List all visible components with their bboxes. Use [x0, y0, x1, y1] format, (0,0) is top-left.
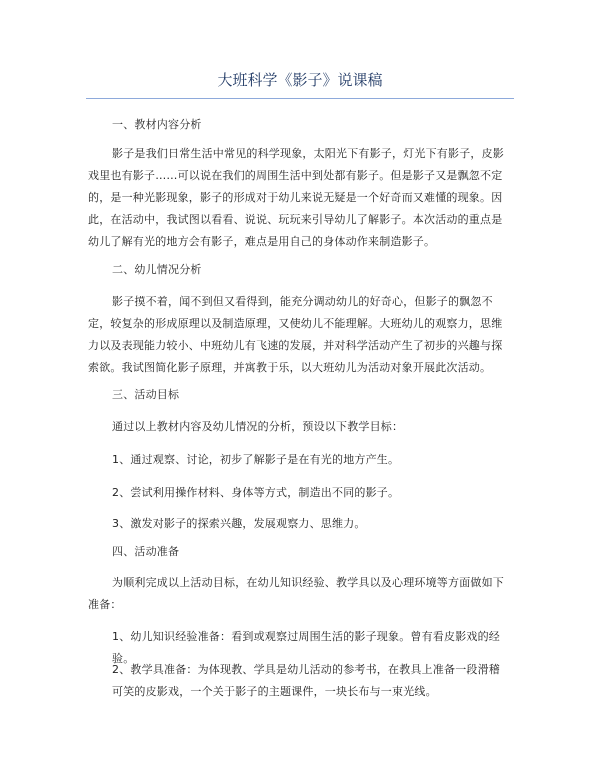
- prep-item-1: 1、幼儿知识经验准备：看到或观察过周围生活的影子现象。曾有看皮影戏的经验。: [112, 630, 500, 665]
- section-heading-3: 三、活动目标: [112, 388, 180, 401]
- goal-item-2: 2、尝试利用操作材料、身体等方式，制造出不同的影子。: [112, 486, 400, 499]
- title-underline: [86, 98, 514, 99]
- section-intro-3: 通过以上教材内容及幼儿情况的分析，预设以下教学目标：: [112, 420, 404, 433]
- section-paragraph-2: 影子摸不着，闻不到但又看得到，能充分调动幼儿的好奇心，但影子的飘忽不定，较复杂的形成原理以及制造原理，又使幼儿不能理解。大班幼儿的观察力，思维力以及表现能力较小、中班幼儿有飞速的发展，并对科学活动产生了初步的兴趣与探索欲。我试图简化影子原理，并寓教于乐，以大班幼儿为活动对象开展此次活动。: [88, 295, 503, 374]
- section-heading-1: 一、教材内容分析: [112, 118, 202, 131]
- section-paragraph-1: 影子是我们日常生活中常见的科学现象，太阳光下有影子，灯光下有影子，皮影戏里也有影子……可以说在我们的周围生活中到处都有影子。但是影子又是飘忽不定的，是一种光影现象，影子的形成对于幼儿来说无疑是一个好奇而又难懂的现象。因此，在活动中，我试图以看看、说说、玩玩来引导幼儿了解影子。本次活动的重点是幼儿了解有光的地方会有影子，难点是用自己的身体动作来制造影子。: [88, 147, 504, 248]
- section-heading-2: 二、幼儿情况分析: [112, 263, 202, 276]
- section-heading-4: 四、活动准备: [112, 545, 180, 558]
- goal-item-1: 1、通过观察、讨论，初步了解影子是在有光的地方产生。: [112, 453, 400, 466]
- prep-item-2: 2、教学具准备：为体现教、学具是幼儿活动的参考书，在教具上准备一段滑稽可笑的皮影戏，一个关于影子的主题课件，一块长布与一束光线。: [112, 663, 500, 698]
- goal-item-3: 3、激发对影子的探索兴趣，发展观察力、思维力。: [112, 517, 366, 530]
- document-title: 大班科学《影子》说课稿: [217, 71, 383, 89]
- section-intro-4: 为顺利完成以上活动目标，在幼儿知识经验、教学具以及心理环境等方面做如下准备：: [88, 576, 504, 611]
